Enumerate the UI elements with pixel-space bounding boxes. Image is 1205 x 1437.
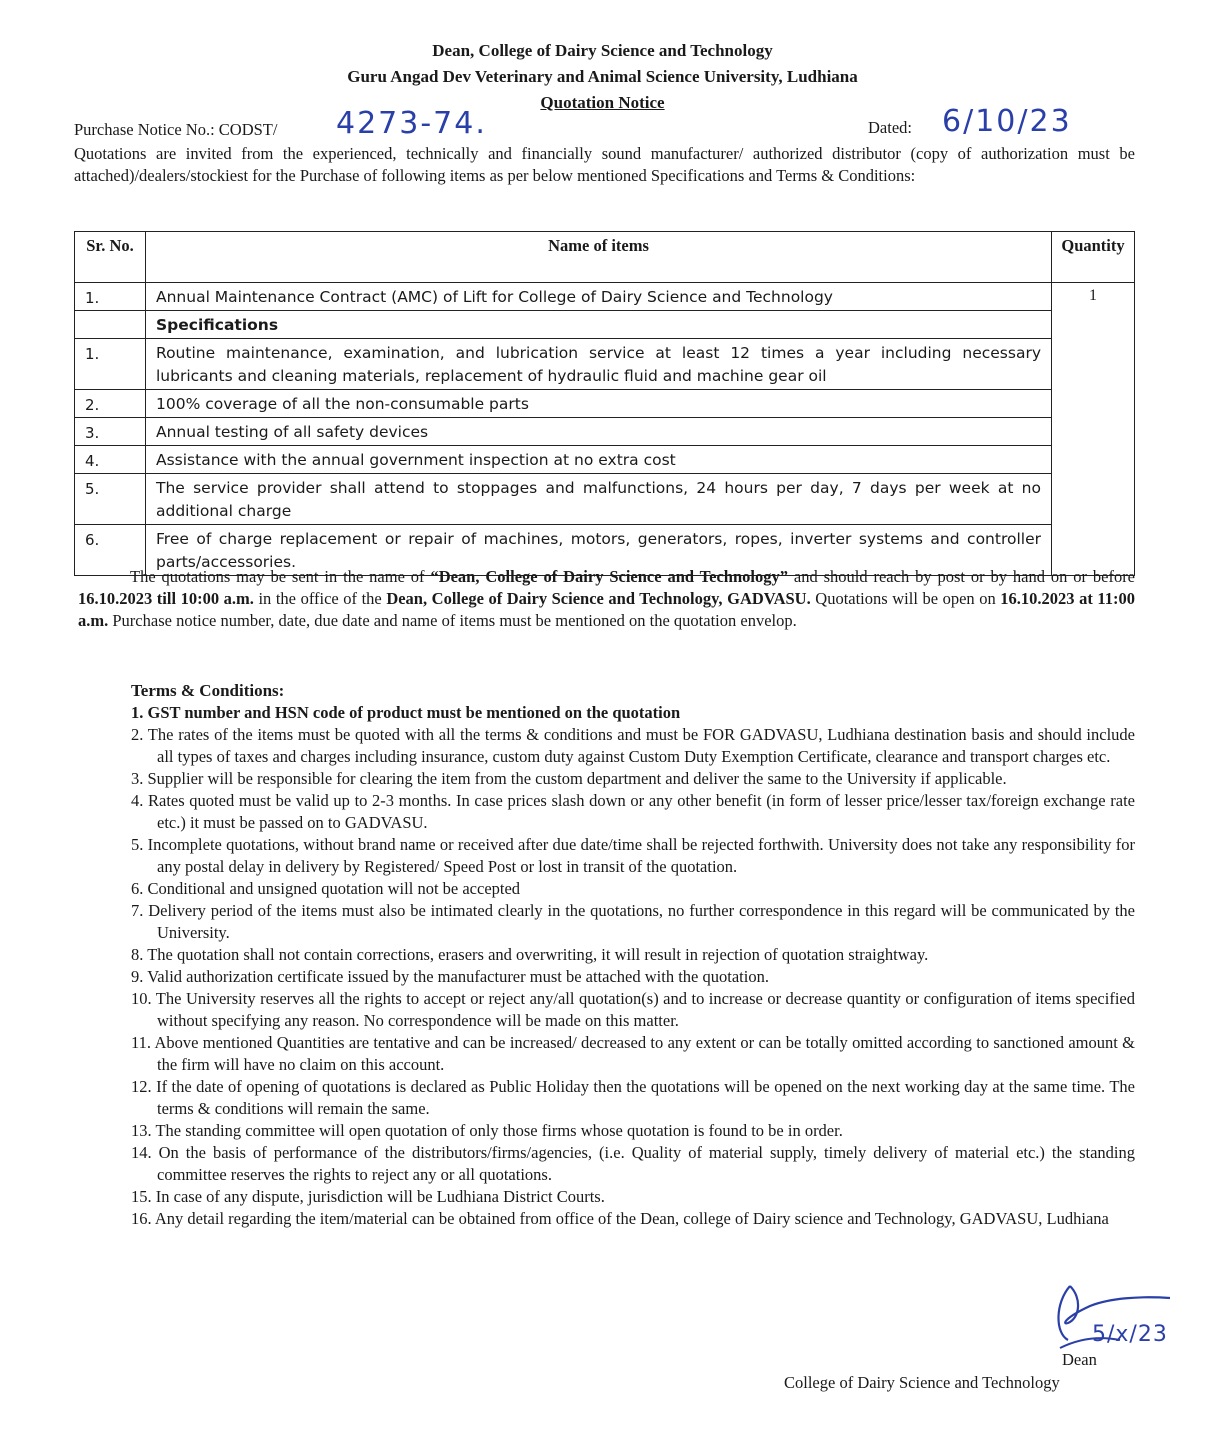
list-item: 11. Above mentioned Quantities are tentative and can be increased/ decreased to any extent or can be totally omitted according to sanctioned amount & the firm will have no claim on this account. — [131, 1033, 1135, 1074]
header-line1: Dean, College of Dairy Science and Technology — [432, 41, 773, 60]
office-name: Dean, College of Dairy Science and Technology, GADVASU. — [386, 589, 811, 608]
terms-list — [129, 702, 1135, 1230]
dated-label: Dated: — [868, 118, 912, 137]
list-item: 10. The University reserves all the rights to accept or reject any/all quotation(s) and to increase or decrease quantity or configuration of items specified without specifying any reason. No correspondence will be made on this matter. — [131, 989, 1135, 1030]
spec-sr-empty — [75, 311, 146, 339]
signatory-designation: Dean — [1062, 1350, 1097, 1369]
page-title: Quotation Notice — [540, 93, 665, 112]
col-name-of-items: Name of items — [146, 232, 1052, 283]
list-item: 13. The standing committee will open quotation of only those firms whose quotation is found to be in order. — [131, 1121, 843, 1140]
list-item: 2. The rates of the items must be quoted with all the terms & conditions and must be FOR GADVASU, Ludhiana destination basis and should include all types of taxes and charges including insurance, custom duty against Custom Duty Exemption Certificate, clearance and transport charges etc. — [131, 725, 1135, 766]
list-item: 3. Supplier will be responsible for clearing the item from the custom department and deliver the same to the University if applicable. — [131, 769, 1007, 788]
table-row — [75, 418, 1135, 446]
table-row — [75, 390, 1135, 418]
signatory-organization: College of Dairy Science and Technology — [784, 1373, 1060, 1392]
spec-text: The service provider shall attend to stoppages and malfunctions, 24 hours per day, 7 days per week at no additional charge — [146, 474, 1052, 525]
list-item: 7. Delivery period of the items must also be intimated clearly in the quotations, no further correspondence in this regard will be communicated by the University. — [131, 901, 1135, 942]
spec-sr: 2. — [75, 390, 146, 418]
submission-text: in the office of the — [253, 589, 387, 608]
table-row — [75, 474, 1135, 525]
table-row — [75, 339, 1135, 390]
dated-handwritten: 6/10/23 — [942, 104, 1072, 139]
submission-paragraph — [78, 566, 1135, 632]
list-item: 12. If the date of opening of quotations is declared as Public Holiday then the quotations will be opened on the next working day at the same time. The terms & conditions will remain the same. — [131, 1077, 1135, 1118]
list-item: 5. Incomplete quotations, without brand name or received after due date/time shall be rejected forthwith. University does not take any responsibility for any postal delay in delivery by Registered/ Speed Post or lost in transit of the quotation. — [131, 835, 1135, 876]
header-line2: Guru Angad Dev Veterinary and Animal Science University, Ludhiana — [347, 67, 858, 86]
due-date: 16.10.2023 till 10:00 a.m. — [78, 589, 254, 608]
list-item: 1. GST number and HSN code of product must be mentioned on the quotation — [131, 703, 681, 722]
item-quantity: 1 — [1052, 283, 1135, 576]
item-name: Annual Maintenance Contract (AMC) of Lift for College of Dairy Science and Technology — [146, 283, 1052, 311]
list-item: 8. The quotation shall not contain corrections, erasers and overwriting, it will result in rejection of quotation straightway. — [131, 945, 929, 964]
signature-date-handwritten: 5/x/23 — [1092, 1322, 1168, 1347]
spec-sr: 3. — [75, 418, 146, 446]
col-quantity: Quantity — [1052, 232, 1135, 283]
list-item: 16. Any detail regarding the item/material can be obtained from office of the Dean, college of Dairy science and Technology, GADVASU, Ludhiana — [131, 1209, 1109, 1228]
item-sr: 1. — [75, 283, 146, 311]
spec-text: Assistance with the annual government inspection at no extra cost — [146, 446, 1052, 474]
notice-number-handwritten: 4273-74. — [336, 106, 487, 141]
list-item: 6. Conditional and unsigned quotation will not be accepted — [131, 879, 521, 898]
list-item: 14. On the basis of performance of the distributors/firms/agencies, (i.e. Quality of material supply, timely delivery of material etc.) the standing committee reserves the rights to reject any or all quotations. — [131, 1143, 1135, 1184]
submission-text: Purchase notice number, date, due date and name of items must be mentioned on the quotation envelop. — [108, 611, 797, 630]
specifications-label: Specifications — [146, 311, 1052, 339]
spec-text: Free of charge replacement or repair of machines, motors, generators, ropes, inverter systems and controller parts/accessories. — [146, 525, 1052, 576]
spec-sr: 5. — [75, 474, 146, 525]
spec-sr: 4. — [75, 446, 146, 474]
list-item: 15. In case of any dispute, jurisdiction will be Ludhiana District Courts. — [131, 1187, 605, 1206]
submission-text: Quotations will be open on — [810, 589, 1001, 608]
spec-text: Routine maintenance, examination, and lubrication service at least 12 times a year including necessary lubricants and cleaning materials, replacement of hydraulic fluid and machine gear oil — [146, 339, 1052, 390]
table-row — [75, 311, 1135, 339]
table-row — [75, 283, 1135, 311]
spec-sr: 1. — [75, 339, 146, 390]
spec-text: 100% coverage of all the non-consumable parts — [146, 390, 1052, 418]
table-row — [75, 446, 1135, 474]
table-header-row — [75, 232, 1135, 283]
list-item: 9. Valid authorization certificate issued by the manufacturer must be attached with the quotation. — [131, 967, 769, 986]
intro-paragraph: Quotations are invited from the experienced, technically and financially sound manufacturer/ authorized distributor (copy of authorization must be attached)/dealers/stockiest for the Purchase of following items as per below mentioned Specifications and Terms & Conditions: — [74, 144, 1135, 185]
notice-number-label: Purchase Notice No.: CODST/ — [74, 120, 278, 139]
spec-text: Annual testing of all safety devices — [146, 418, 1052, 446]
terms-title: Terms & Conditions: — [131, 681, 285, 700]
items-table — [74, 231, 1135, 576]
submission-text: The quotations may be sent in the name of — [130, 567, 431, 586]
spec-sr: 6. — [75, 525, 146, 576]
list-item: 4. Rates quoted must be valid up to 2-3 months. In case prices slash down or any other benefit (in form of lesser price/lesser tax/foreign exchange rate etc.) it must be passed on to GADVASU. — [131, 791, 1135, 832]
col-sr-no: Sr. No. — [75, 232, 146, 283]
submission-text: and should reach by post or by hand on or before — [787, 567, 1136, 586]
opening-date: 16.10.2023 at 11:00 a.m. — [78, 589, 1135, 630]
submission-addressee: “Dean, College of Dairy Science and Technology” — [430, 567, 788, 586]
